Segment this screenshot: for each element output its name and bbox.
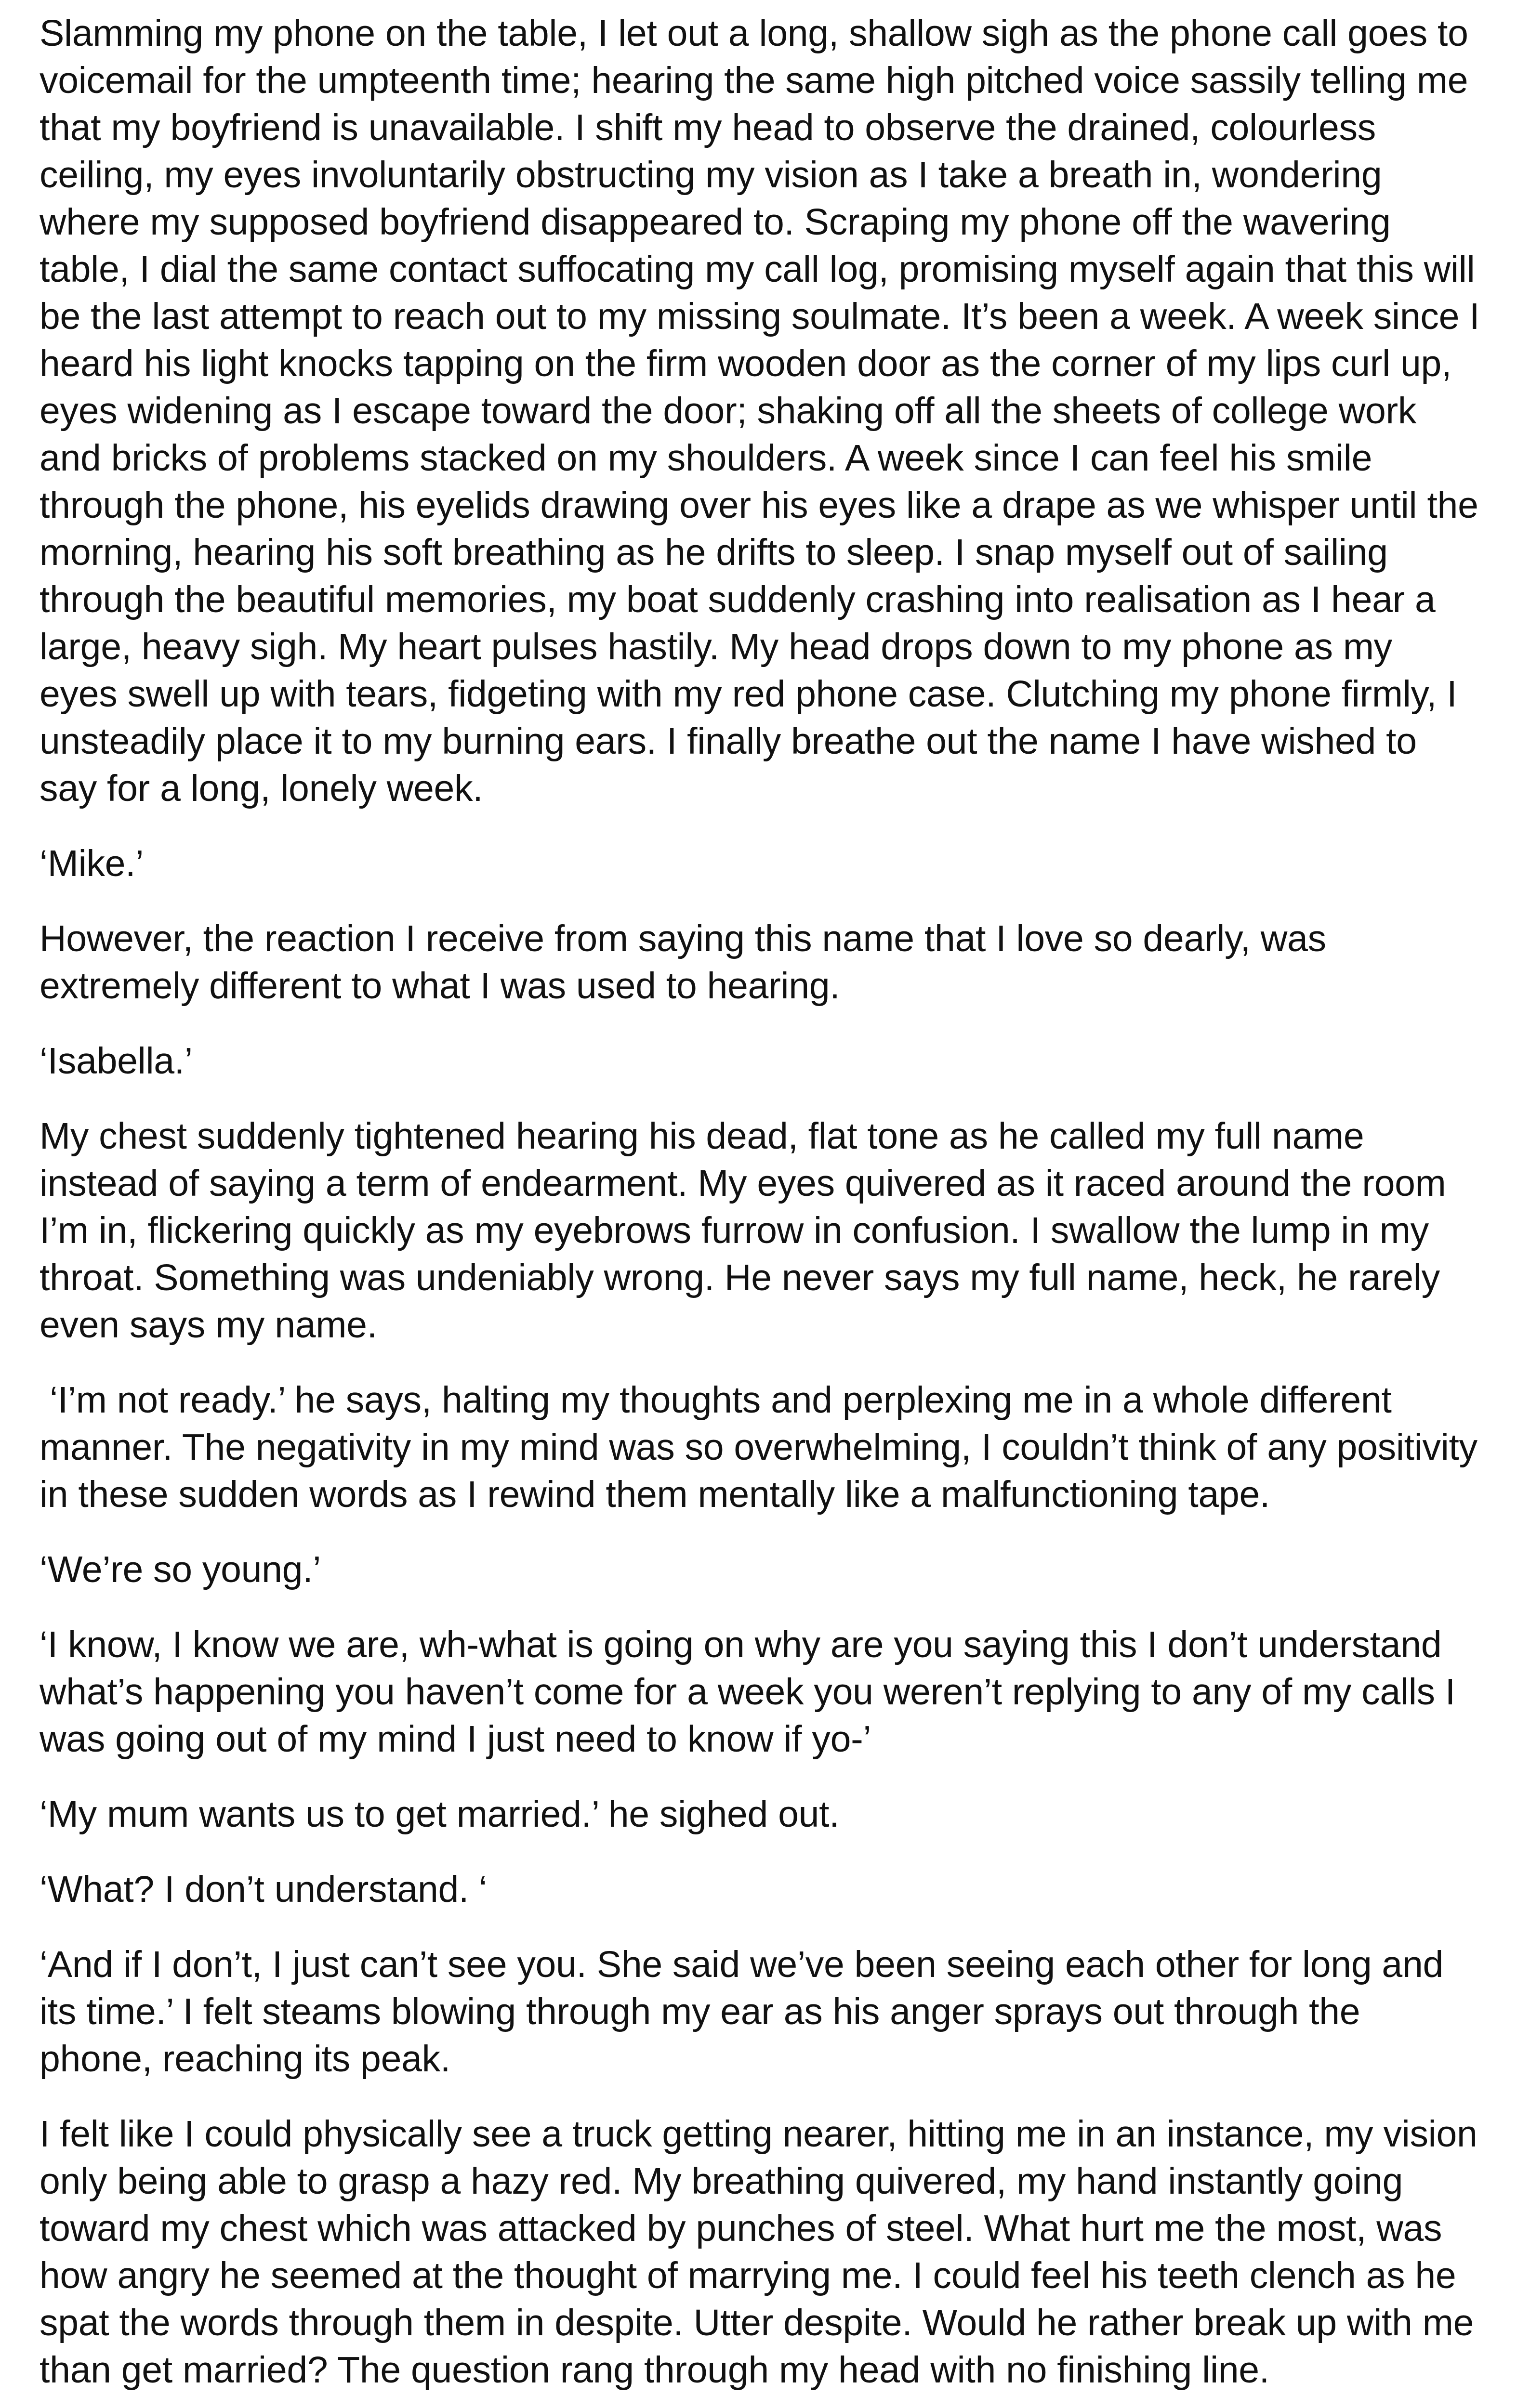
paragraph-3: However, the reaction I receive from saying this name that I love so dearly, was extremely different to what I was used to hearing. <box>40 918 1326 1007</box>
paragraph-7: ‘We’re so young.’ <box>40 1549 321 1590</box>
paragraph-12: I felt like I could physically see a truck getting nearer, hitting me in an instance, my vision only being able to grasp a hazy red. My breathing quivered, my hand instantly going toward my chest which was attacked by punches of steel. What hurt me the most, was how angry he seemed at the thought of marrying me. I could feel his teeth clench as he spat the words through them in despite. Utter despite. Would he rather break up with me than get married? The question rang through my head with no finishing line. <box>40 2113 1477 2391</box>
paragraph-9: ‘My mum wants us to get married.’ he sighed out. <box>40 1793 840 1835</box>
paragraph-4: ‘Isabella.’ <box>40 1040 193 1082</box>
paragraph-10: ‘What? I don’t understand. ‘ <box>40 1869 487 1910</box>
story-document <box>40 10 1488 2408</box>
paragraph-8: ‘I know, I know we are, wh-what is going on why are you saying this I don’t understand what’s happening you haven’t come for a week you weren’t replying to any of my calls I was going out of my mind I just need to know if yo-’ <box>40 1624 1455 1760</box>
paragraph-11: ‘And if I don’t, I just can’t see you. She said we’ve been seeing each other for long and its time.’ I felt steams blowing through my ear as his anger sprays out through the phone, reaching its peak. <box>40 1944 1444 2080</box>
paragraph-1: Slamming my phone on the table, I let out a long, shallow sigh as the phone call goes to voicemail for the umpteenth time; hearing the same high pitched voice sassily telling me that my boyfriend is unavailable. I shift my head to observe the drained, colourless ceiling, my eyes involuntarily obstructing my vision as I take a breath in, wondering where my supposed boyfriend disappeared to. Scraping my phone off the wavering table, I dial the same contact suffocating my call log, promising myself again that this will be the last attempt to reach out to my missing soulmate. It’s been a week. A week since I heard his light knocks tapping on the firm wooden door as the corner of my lips curl up, eyes widening as I escape toward the door; shaking off all the sheets of college work and bricks of problems stacked on my shoulders. A week since I can feel his smile through the phone, his eyelids drawing over his eyes like a drape as we whisper until the morning, hearing his soft breathing as he drifts to sleep. I snap myself out of sailing through the beautiful memories, my boat suddenly crashing into realisation as I hear a large, heavy sigh. My heart pulses hastily. My head drops down to my phone as my eyes swell up with tears, fidgeting with my red phone case. Clutching my phone firmly, I unsteadily place it to my burning ears. I finally breathe out the name I have wished to say for a long, lonely week. <box>40 13 1480 809</box>
paragraph-2: ‘Mike.’ <box>40 843 144 884</box>
paragraph-5: My chest suddenly tightened hearing his dead, flat tone as he called my full name instead of saying a term of endearment. My eyes quivered as it raced around the room I’m in, flickering quickly as my eyebrows furrow in confusion. I swallow the lump in my throat. Something was undeniably wrong. He never says my full name, heck, he rarely even says my name. <box>40 1115 1446 1346</box>
paragraph-6: ‘I’m not ready.’ he says, halting my thoughts and perplexing me in a whole different manner. The negativity in my mind was so overwhelming, I couldn’t think of any positivity in these sudden words as I rewind them mentally like a malfunctioning tape. <box>40 1379 1488 1515</box>
